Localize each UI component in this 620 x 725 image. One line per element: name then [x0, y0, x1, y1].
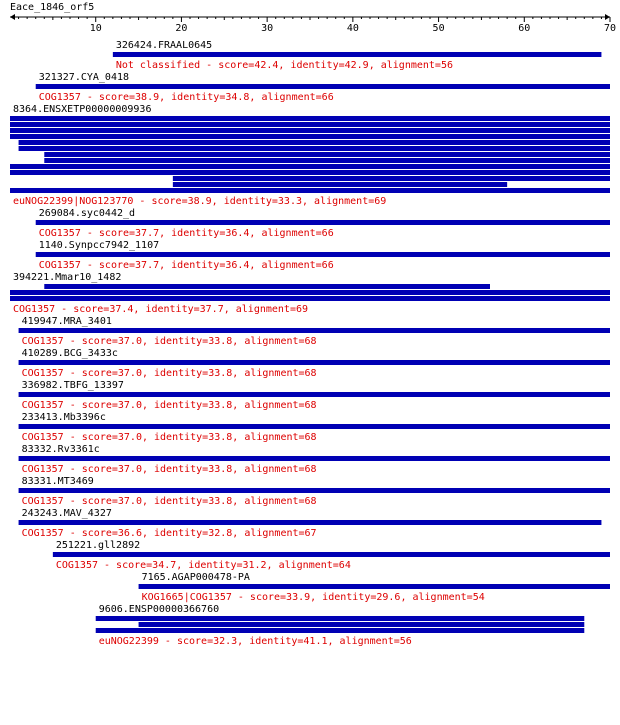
hit-entry [19, 348, 610, 379]
hit-description[interactable]: COG1357 - score=36.6, identity=32.8, alignment=67 [21, 528, 317, 539]
hit-name: 9606.ENSP00000366760 [98, 604, 220, 615]
hit-alignment-bar [10, 116, 610, 121]
hit-description[interactable]: COG1357 - score=37.0, identity=33.8, alignment=68 [21, 368, 317, 379]
hit-entry [10, 104, 610, 207]
hit-list [10, 40, 610, 647]
axis-tick-label: 40 [346, 23, 359, 34]
hit-description[interactable]: COG1357 - score=37.0, identity=33.8, alignment=68 [21, 400, 317, 411]
hit-alignment-bar [173, 182, 507, 187]
hit-description[interactable]: Not classified - score=42.4, identity=42.9, alignment=56 [115, 60, 454, 71]
hit-entry [96, 604, 585, 647]
hit-description[interactable]: COG1357 - score=34.7, identity=31.2, alignment=64 [55, 560, 351, 571]
hit-alignment-bar [44, 284, 490, 289]
hit-name: 321327.CYA_0418 [38, 72, 130, 83]
hit-description[interactable]: COG1357 - score=37.0, identity=33.8, alignment=68 [21, 432, 317, 443]
hit-description[interactable]: COG1357 - score=37.0, identity=33.8, alignment=68 [21, 464, 317, 475]
hit-name: 419947.MRA_3401 [21, 316, 112, 327]
hit-entry [10, 272, 610, 315]
hit-description[interactable]: euNOG22399 - score=32.3, identity=41.1, alignment=56 [98, 636, 412, 647]
hit-alignment-bar [96, 616, 585, 621]
hit-entry [36, 72, 610, 103]
hit-entry [19, 316, 610, 347]
hit-alignment-bar [36, 220, 610, 225]
hit-alignment-bar [19, 328, 610, 333]
hit-alignment-bar [10, 170, 610, 175]
hit-entry [19, 380, 610, 411]
hit-description[interactable]: COG1357 - score=37.0, identity=33.8, alignment=68 [21, 496, 317, 507]
axis-tick-label: 70 [603, 23, 617, 34]
hit-name: 269084.syc0442_d [38, 208, 136, 219]
hit-alignment-bar [113, 52, 602, 57]
hit-entry [139, 572, 610, 603]
hit-alignment-bar [53, 552, 610, 557]
hit-alignment-bar [10, 188, 610, 193]
hit-entry [53, 540, 610, 571]
hit-alignment-bar [10, 134, 610, 139]
hit-alignment-bar [36, 252, 610, 257]
hit-name: 83332.Rv3361c [21, 444, 100, 455]
hit-alignment-bar [173, 176, 610, 181]
axis-tick-label: 60 [518, 23, 531, 34]
hit-entry [19, 476, 610, 507]
hit-alignment-bar [96, 628, 585, 633]
hit-alignment-bar [19, 488, 610, 493]
hit-entry [19, 412, 610, 443]
hit-description[interactable]: COG1357 - score=37.0, identity=33.8, alignment=68 [21, 336, 317, 347]
hit-name: 251221.gll2892 [55, 540, 141, 551]
hit-name: 394221.Mmar10_1482 [13, 272, 122, 283]
hit-alignment-bar [44, 152, 610, 157]
axis-tick-label: 20 [175, 23, 188, 34]
hit-entry [36, 240, 610, 271]
hit-description[interactable]: COG1357 - score=37.7, identity=36.4, alignment=66 [38, 228, 334, 239]
hit-alignment-bar [19, 140, 610, 145]
hit-alignment-bar [10, 296, 610, 301]
hit-name: 243243.MAV_4327 [21, 508, 112, 519]
hit-alignment-bar [10, 290, 610, 295]
hit-name: 83331.MT3469 [21, 476, 94, 487]
hit-alignment-bar [19, 424, 610, 429]
hit-alignment-bar [10, 128, 610, 133]
query-axis [10, 14, 616, 34]
hit-name: 410289.BCG_3433c [21, 348, 118, 359]
hit-alignment-bar [10, 164, 610, 169]
axis-tick-label: 50 [432, 23, 445, 34]
hit-name: 1140.Synpcc7942_1107 [38, 240, 160, 251]
hit-alignment-bar [19, 360, 610, 365]
axis-left-arrow-icon [10, 14, 15, 20]
hit-description[interactable]: COG1357 - score=37.7, identity=36.4, alignment=66 [38, 260, 334, 271]
hit-alignment-bar [19, 146, 610, 151]
hit-name: 336982.TBFG_13397 [21, 380, 124, 391]
hit-alignment-bar [139, 622, 585, 627]
hit-entry [19, 444, 610, 475]
hit-entry [19, 508, 602, 539]
hit-name: 7165.AGAP000478-PA [141, 572, 250, 583]
hit-name: 233413.Mb3396c [21, 412, 106, 423]
hit-alignment-bar [139, 584, 610, 589]
hit-alignment-bar [19, 520, 602, 525]
hit-description[interactable]: COG1357 - score=38.9, identity=34.8, alignment=66 [38, 92, 334, 103]
axis-tick-label: 10 [89, 23, 102, 34]
hit-description[interactable]: euNOG22399|NOG123770 - score=38.9, identity=33.3, alignment=69 [13, 196, 387, 207]
hit-alignment-bar [44, 158, 610, 163]
hit-alignment-bar [10, 122, 610, 127]
hit-alignment-bar [36, 84, 610, 89]
axis-right-arrow-icon [605, 14, 610, 20]
hit-entry [113, 40, 602, 71]
query-title: Eace_1846_orf5 [10, 2, 95, 13]
hit-name: 8364.ENSXETP00000009936 [13, 104, 152, 115]
hit-description[interactable]: KOG1665|COG1357 - score=33.9, identity=29.6, alignment=54 [141, 592, 485, 603]
hit-alignment-bar [19, 456, 610, 461]
axis-tick-label: 30 [261, 23, 274, 34]
hit-alignment-bar [19, 392, 610, 397]
hit-entry [36, 208, 610, 239]
hit-name: 326424.FRAAL0645 [115, 40, 213, 51]
hit-description[interactable]: COG1357 - score=37.4, identity=37.7, alignment=69 [13, 304, 309, 315]
